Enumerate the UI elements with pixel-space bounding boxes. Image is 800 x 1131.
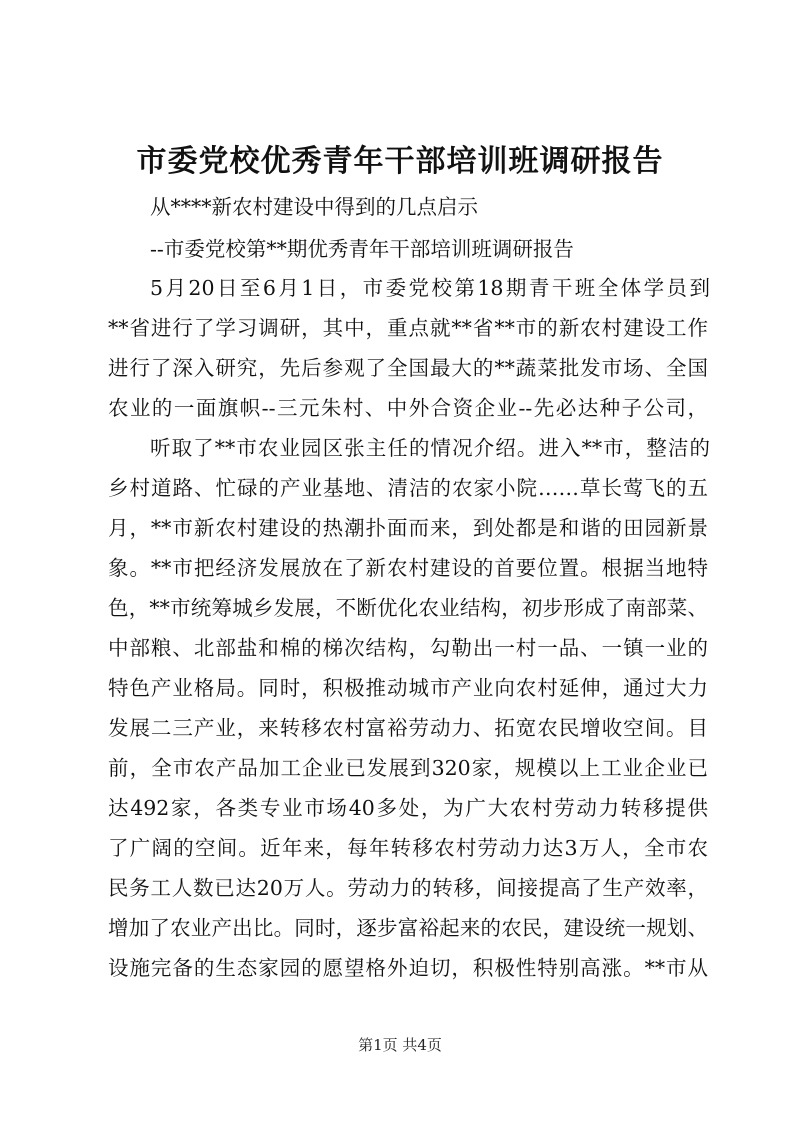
- paragraph-line: 前，全市农产品加工企业已发展到320家，规模以上工业企业已: [108, 756, 708, 780]
- paragraph-line: 5月20日至6月1日，市委党校第18期青干班全体学员到: [150, 276, 710, 300]
- paragraph-line: 中部粮、北部盐和棉的梯次结构，勾勒出一村一品、一镇一业的: [108, 636, 708, 660]
- paragraph-line: **省进行了学习调研，其中，重点就**省**市的新农村建设工作: [108, 316, 708, 340]
- paragraph-line: 乡村道路、忙碌的产业基地、清洁的农家小院……草长莺飞的五: [108, 476, 708, 500]
- paragraph-line: 设施完备的生态家园的愿望格外迫切，积极性特别高涨。**市从: [108, 956, 708, 980]
- paragraph-line: 了广阔的空间。近年来，每年转移农村劳动力达3万人，全市农: [108, 836, 708, 860]
- paragraph-line: 象。**市把经济发展放在了新农村建设的首要位置。根据当地特: [108, 556, 708, 580]
- document-title: 市委党校优秀青年干部培训班调研报告: [136, 144, 664, 179]
- paragraph-line: 达492家，各类专业市场40多处，为广大农村劳动力转移提供: [108, 796, 708, 820]
- paragraph-line: 民务工人数已达20万人。劳动力的转移，间接提高了生产效率，: [108, 876, 708, 900]
- paragraph-line: 月，**市新农村建设的热潮扑面而来，到处都是和谐的田园新景: [108, 516, 708, 540]
- subtitle-line: --市委党校第**期优秀青年干部培训班调研报告: [150, 237, 574, 261]
- paragraph-line: 进行了深入研究，先后参观了全国最大的**蔬菜批发市场、全国: [108, 356, 708, 380]
- paragraph-line: 增加了农业产出比。同时，逐步富裕起来的农民，建设统一规划、: [108, 916, 708, 940]
- paragraph-line: 发展二三产业，来转移农村富裕劳动力、拓宽农民增收空间。目: [108, 716, 708, 740]
- paragraph-line: 听取了**市农业园区张主任的情况介绍。进入**市，整洁的: [150, 436, 710, 460]
- paragraph-line: 色，**市统筹城乡发展，不断优化农业结构，初步形成了南部菜、: [108, 596, 708, 620]
- paragraph-line: 农业的一面旗帜--三元朱村、中外合资企业--先必达种子公司，: [108, 396, 708, 420]
- subtitle-line: 从****新农村建设中得到的几点启示: [150, 195, 478, 219]
- page-number: 第1页 共4页: [358, 1036, 442, 1054]
- paragraph-line: 特色产业格局。同时，积极推动城市产业向农村延伸，通过大力: [108, 676, 708, 700]
